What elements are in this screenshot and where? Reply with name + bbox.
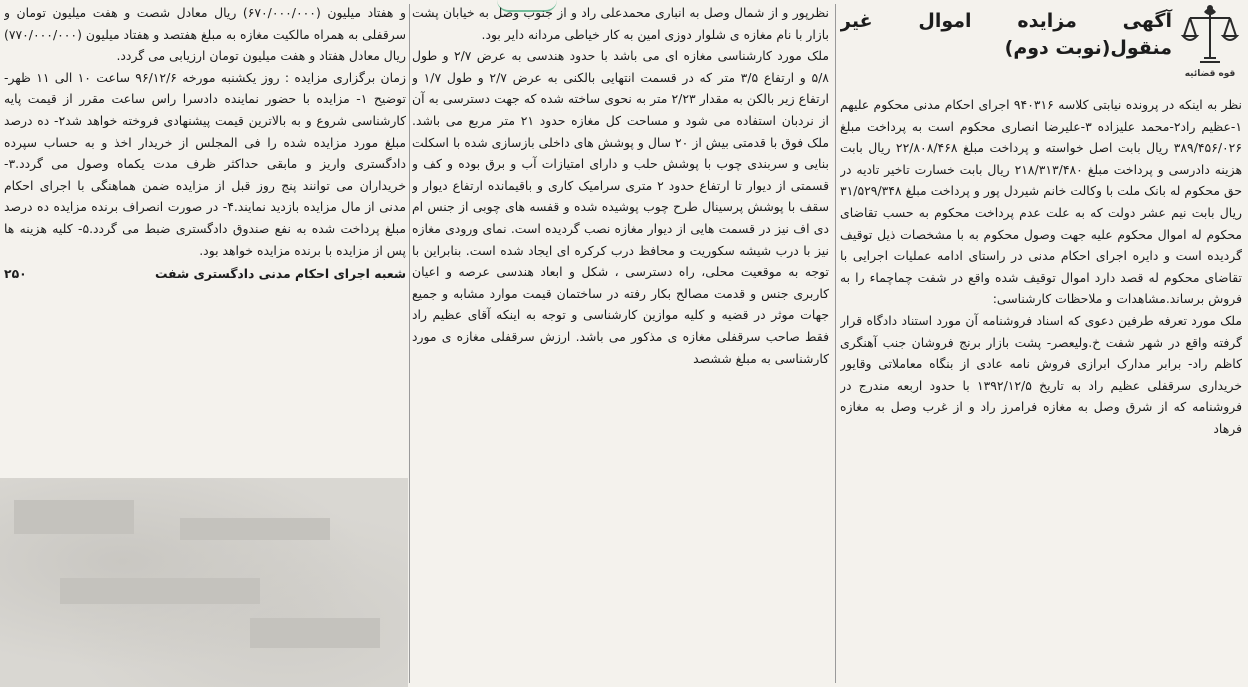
column-middle — [412, 2, 829, 684]
notice-header — [840, 2, 1242, 88]
judiciary-emblem — [1178, 2, 1242, 84]
notice-paragraph: ملک مورد تعرفه طرفین دعوی که اسناد فروشنامه آن مورد استناد دادگاه قرار گرفته واقع در شهر شفت خ.ولیعصر- پشت بازار برنج فروشان جنب آهنگری کاظم راد- برابر مدارک ابرازی فروش نامه عادی از بنگاه معاملاتی وقایور خریداری سرقفلی عظیم راد به تاریخ ۱۳۹۲/۱۲/۵ با حدود اربعه مندرج در فروشنامه که از شرق وصل به مغازه فرامرز راد و از غرب وصل به مغازه فرهاد — [840, 312, 1242, 436]
signature-row — [4, 263, 406, 285]
issuing-office: شعبه اجرای احکام مدنی دادگستری شفت — [154, 266, 406, 282]
notice-paragraph: زمان برگزاری مزایده : روز یکشنبه مورخه ۹۶/۱۲/۶ ساعت ۱۰ الی ۱۱ ظهر- توضیح ۱- مزایده با حضور نماینده دادسرا راس ساعت مقرر از قیمت پایه کارشناسی شروع و به بالاترین قیمت پیشنهادی فروخته خواهد شد۲- ده درصد مبلغ مورد مزایده شده را فی المجلس از خریدار اخذ و به حساب سپرده دادگستری واریز و مابقی حداکثر ظرف مدت یکماه وصول می گردد.۳- خریداران می توانند پنج روز قبل از مزایده ضمن هماهنگی با اجرای احکام مدنی از مال مزایده بازدید نمایند.۴- در صورت انصراف برنده مزایده ده درصد مبلغ پرداخت شده به نفع صندوق دادگستری ضبط می گردد.۵- کلیه هزینه ها پس از مزایده با برنده مزایده خواهد بود. — [4, 69, 406, 258]
notice-paragraph: ملک مورد کارشناسی مغازه ای می باشد با حدود هندسی به عرض ۲/۷ و طول ۵/۸ و ارتفاع ۳/۵ متر که در قسمت انتهایی بالکنی به عرض ۲/۷ و طول ۱/۷ و ارتفاع زیر بالکن به مقدار ۲/۲۳ متر به نحوی ساخته شده که جهت دسترسی به آن از نردبان استفاده می شود و مساحت کل مغازه حدود ۲۱ متر مربع می باشد. ملک فوق با قدمتی بیش از ۲۰ سال و پوشش های داخلی بازسازی شده با اسکلت بنایی و سربندی چوب با پوشش حلب و دارای امتیازات آب و برق بوده و کف و قسمتی از دیوار تا ارتفاع حدود ۲ متری سرامیک کاری و باقیمانده ارتفاع دیوار و سقف با پوشش پرسینال طرح چوب پوشیده شده و قفسه های چوبی از جنس ام دی اف نیز در قسمت هایی از دیوار مغازه نصب گردیده است. نمای ورودی مغازه نیز با درب شیشه سکوریت و محافظ درب کرکره ای ایجاد شده است. بنابراین با توجه به موقعیت محلی، راه دسترسی ، شکل و ابعاد هندسی عرصه و اعیان کاربری جنس و قدمت مصالح بکار رفته در ساختمان قیمت موارد مشابه و جمیع جهات موثر در قضیه و کلیه موازین کارشناسی و توجه به اینکه آقای عظیم راد فقط صاحب سرقفلی مغازه ی مذکور می باشد. ارزش سرقفلی مغازه ی مورد کارشناسی به مبلغ ششصد — [412, 48, 829, 366]
notice-paragraph: نظرپور و از شمال وصل به انباری محمدعلی راد و از جنوب وصل به خیابان پشت بازار با نام مغازه ی شلوار دوزی امین به کار خیاطی مردانه دایر بود. — [412, 5, 829, 42]
ad-number: ۲۵۰ — [4, 266, 27, 282]
column-divider — [835, 4, 836, 683]
emblem-motto: قوه قضائیه — [1184, 69, 1236, 79]
blurred-region — [0, 478, 408, 687]
column-divider — [409, 4, 410, 683]
notice-paragraph: نظر به اینکه در پرونده نیابتی کلاسه ۹۴۰۳۱۶ اجرای احکام مدنی محکوم علیهم ۱-عظیم راد۲-محمد علیزاده ۳-علیرضا انصاری محکوم است به پرداخت مبلغ ۳۸۹/۴۵۶/۰۲۶ ریال بابت اصل خواسته و پرداخت مبلغ ۲۲/۸۰۸/۴۶۸ ریال بابت هزینه دادرسی و پرداخت مبلغ ۲۱۸/۳۱۳/۴۸۰ ریال بابت خسارت تاخیر تادیه در حق محکوم له بانک ملت با وکالت خانم شیردل پور و پرداخت مبلغ ۳۱/۵۲۹/۳۴۸ ریال بابت نیم عشر دولت که به علت عدم پرداخت محکوم به حسب تقاضای محکوم له اموال محکوم علیه جهت وصول محکوم به با مشخصات ذیل توقیف گردیده است و دایره اجرای احکام مدنی در راستای ادامه عملیات اجرایی با تقاضای محکوم له قصد دارد اموال توقیف شده واقع در شفت چماچماء را به فروش برساند.مشاهدات و ملاحظات کارشناسی: — [840, 97, 1242, 307]
scales-of-justice-icon — [1180, 2, 1240, 68]
column-left — [4, 2, 406, 472]
notice-paragraph: و هفتاد میلیون (۶۷۰/۰۰۰/۰۰۰) ریال معادل شصت و هفت میلیون تومان و سرقفلی به همراه مالکیت مغازه به مبلغ هفتصد و هفتاد میلیون (۷۷۰/۰۰۰/۰۰۰) ریال معادل هفتاد و هفت میلیون تومان ارزیابی می گردد. — [4, 5, 406, 64]
column-right — [840, 2, 1242, 684]
notice-title: آگهی مزایده اموال غیر منقول(نوبت دوم) — [840, 10, 1172, 59]
